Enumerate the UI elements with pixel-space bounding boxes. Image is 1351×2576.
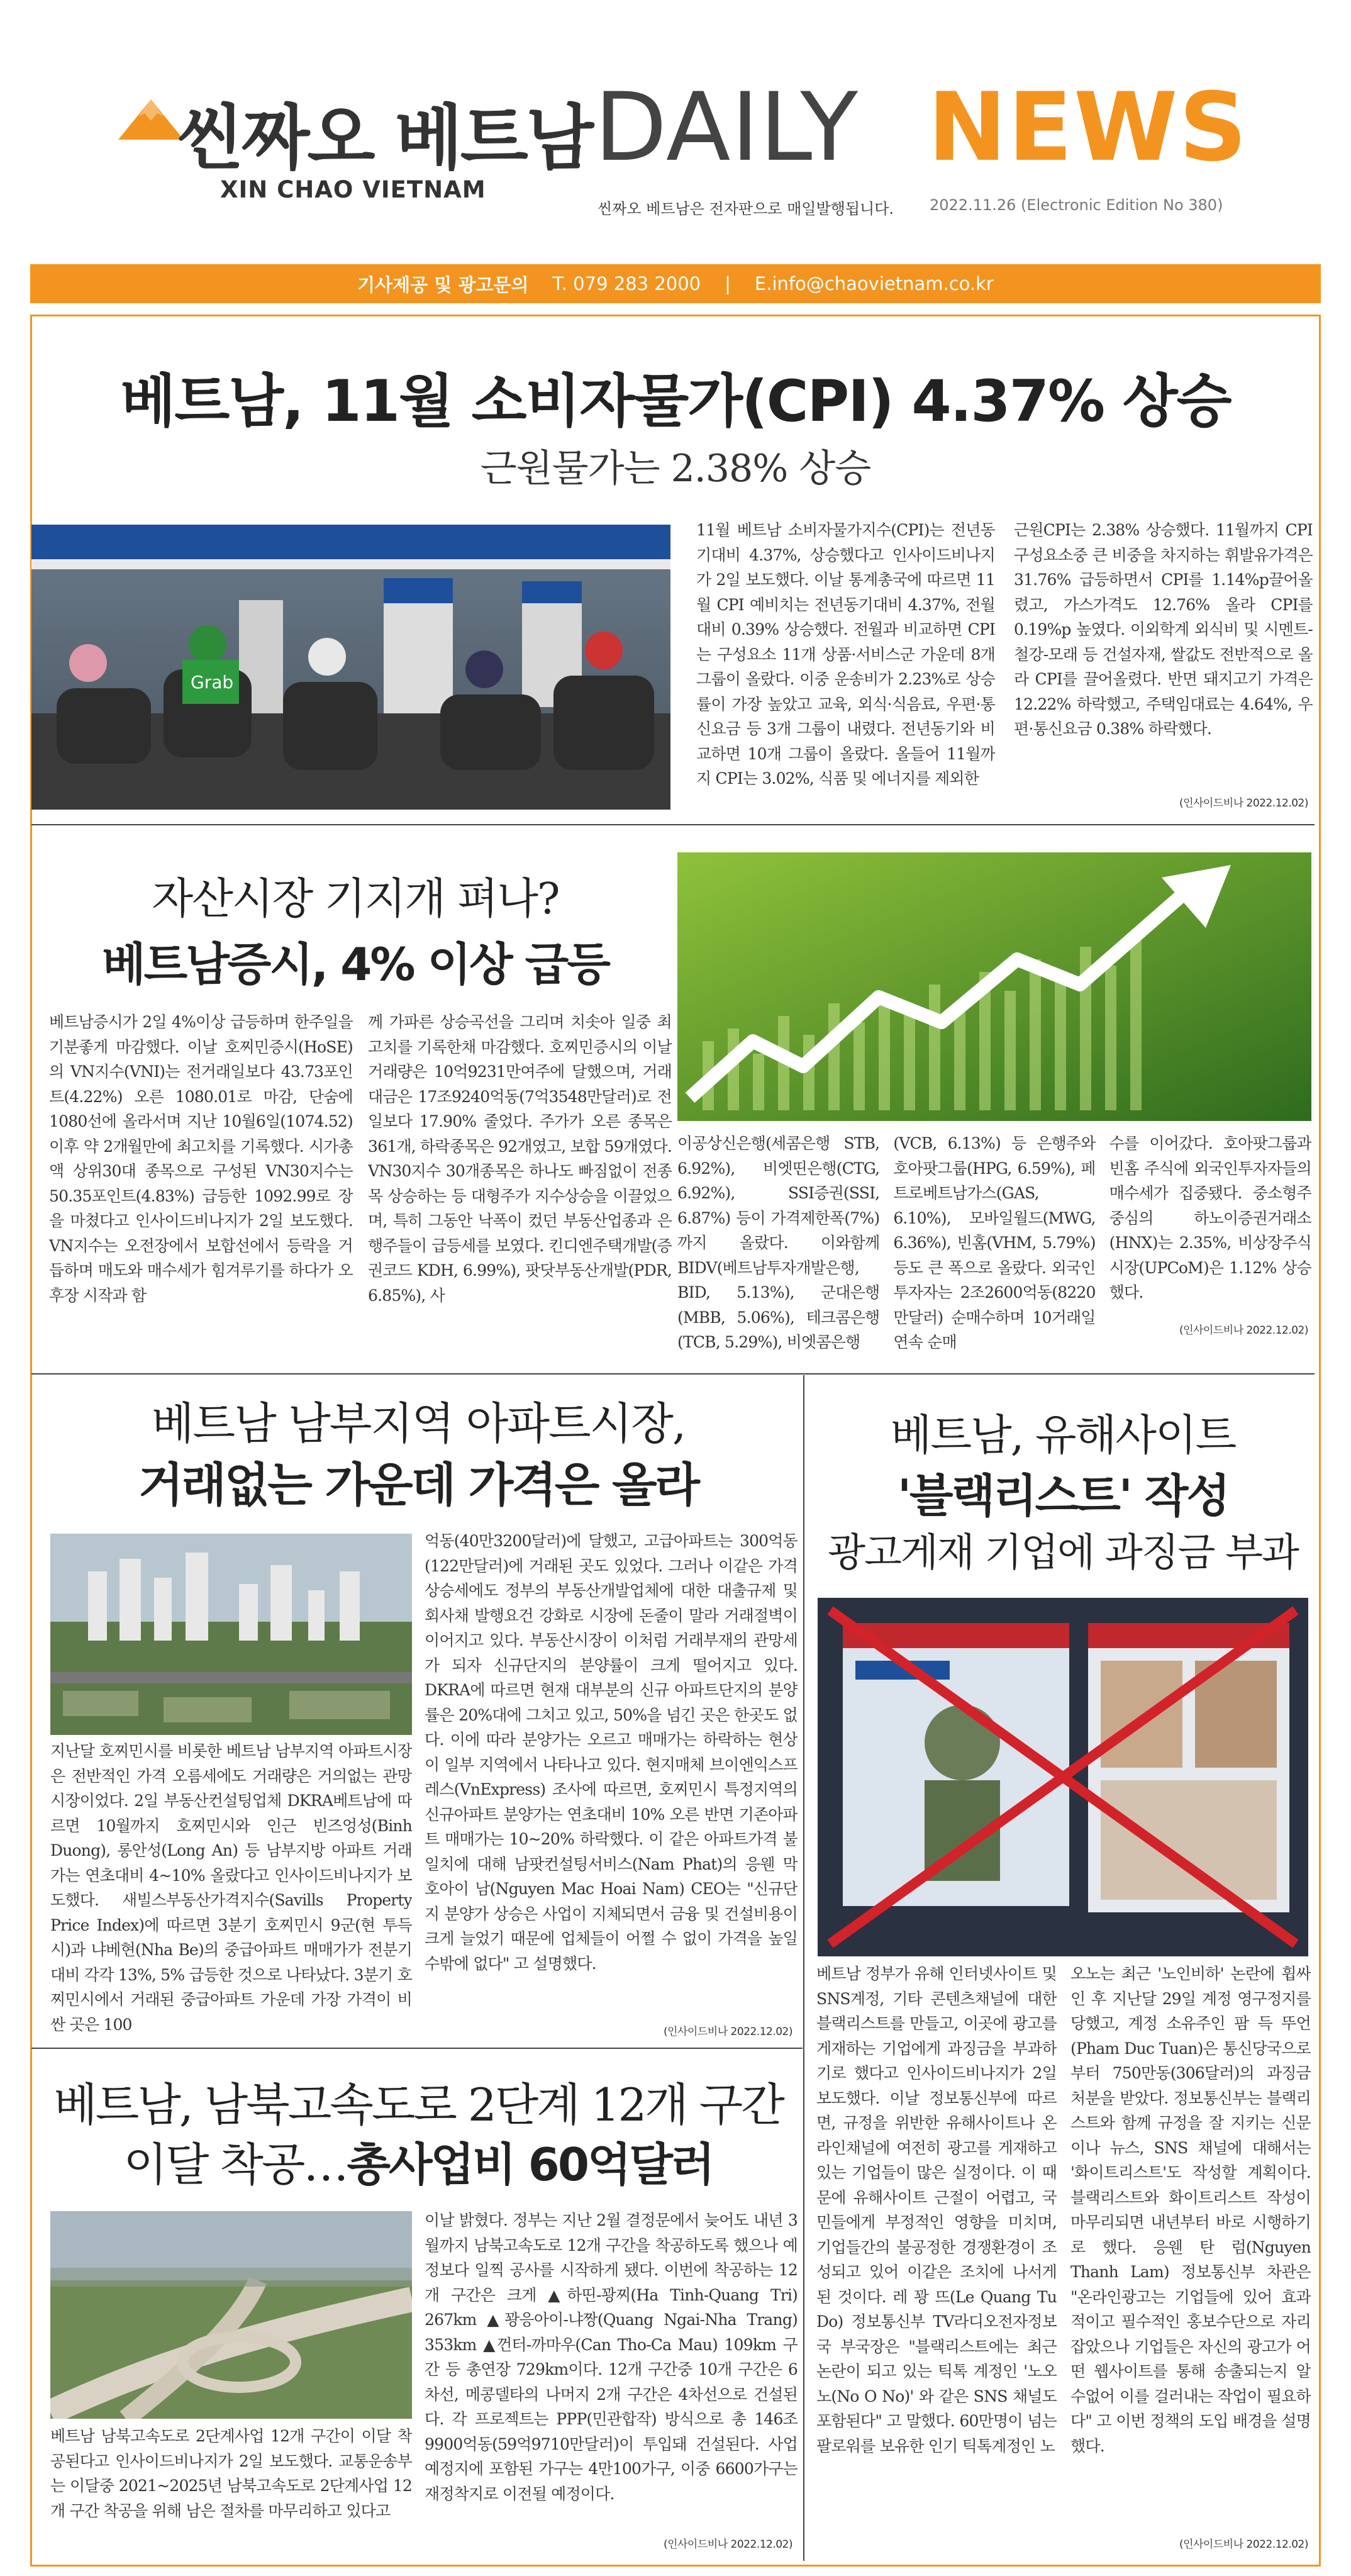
article5-headline-line1: 베트남, 남북고속도로 2단계 12개 구간 bbox=[53, 2078, 783, 2131]
article4-col1: 베트남 정부가 유해 인터넷사이트 및 SNS계정, 기타 콘텐츠채널에 대한 블랙리스트를 만들고, 이곳에 광고를 게재하는 기업에게 과징금을 부과하기로 했다고 인사이드비나지가 2일 보도했다. 이날 정보통신부에 따르면, 규정을 위반한 유해사이트나 온라인채널에 여전히 광고를 게재하고 있는 기업들이 많은 실정이다. 이 때문에 유해사이트 근절이 어렵고, 국민들에게 부정적인 영향을 미치며, 기업들간의 불공정한 경쟁환경이 조성되고 있어 이같은 조치에 나서게 된 것이다. 레 꽝 뜨(Le Quang Tu Do) 정보통신부 TV라디오전자정보국 부국장은 "블랙리스트에는 최근 논란이 되고 있는 틱톡 계정인 '노오노(No O No)' 와 같은 SNS 채널도 포함된다" 고 말했다. 60만명이 넘는 팔로워를 보유한 인기 틱톡계정인 노 bbox=[816, 1965, 1057, 2455]
city-aerial-photo bbox=[50, 1534, 412, 1735]
article5-text-right: 이날 밝혔다. 정부는 지난 2월 결정문에서 늦어도 내년 3월까지 남북고속도로 12개 구간을 착공하도록 했으나 예정보다 일찍 공사를 시작하게 됐다. 이번에 착공하는 12개 구간은 크게 ▲하띤-꽝찌(Ha Tinh-Quang Tri) 267km ▲꽝응아이-냐짱(Quang Ngai-Nha Trang) 353km ▲껀터-까마우(Can Tho-Ca Mau) 109km 구간 등 총연장 729km이다. 12개 구간중 10개 구간은 6차선, 메콩델타의 나머지 2개 구간은 4차선으로 건설된다. 각 프로젝트는 PPP(민관합작) 방식으로 총 146조 9900억동(59억9710만달러)이 투입돼 건설된다. 사업예정지에 포함된 가구는 4만100가구, 이중 6600가구는 재정착지로 이전될 예정이다. bbox=[425, 2211, 798, 2503]
article5-text-bottom: 베트남 남북고속도로 2단계사업 12개 구간이 이달 착공된다고 인사이드비나지가 2일 보도했다. 교통운송부는 이달중 2021~2025년 남북고속도로 2단계사업 12개 구간 착공을 위해 남은 절차를 마무리하고 있다고 bbox=[50, 2427, 412, 2520]
masthead-edition: 2022.11.26 (Electronic Edition No 380) bbox=[930, 196, 1223, 214]
article3-credit: (인사이드비나 2022.12.02) bbox=[663, 2026, 792, 2038]
contact-bar bbox=[30, 264, 1321, 303]
blacklist-screens-photo bbox=[818, 1598, 1308, 1956]
article1-text bbox=[696, 518, 1313, 788]
logo-english: XIN CHAO VIETNAM bbox=[220, 176, 486, 203]
masthead-tagline: 씬짜오 베트남은 전자판으로 매일발행됩니다. bbox=[598, 200, 894, 218]
divider-1 bbox=[31, 824, 1315, 825]
article5-headline-bold: 총사업비 60억달러 bbox=[347, 2138, 713, 2191]
article3-headline: 거래없는 가운데 가격은 올라 bbox=[138, 1458, 699, 1512]
article2-text-left bbox=[49, 1010, 672, 1374]
article2-col2: 께 가파른 상승곡선을 그리며 치솟아 일중 최고치를 기록한채 마감했다. 호찌민증시의 이날 거래량은 10억9231만여주에 달했으며, 거래대금은 17조9240억동(7억3548만달러)로 전일보다 17.90% 줄었다. 주가가 오른 종목은 361개, 하락종목은 92개였고, 보합 59개였다. VN30지수 30개종목은 하나도 빠짐없이 전종목 상승하는 등 대형주가 지수상승을 이끌었으며, 특히 그동안 낙폭이 컸던 부동산업종과 은행주들이 급등세를 보였다. 킨디엔주택개발(증권코드 KDH, 6.99%), 팟닷부동산개발(PDR, 6.85%), 사 bbox=[368, 1013, 672, 1305]
article5-headline-normal: 이달 착공… bbox=[123, 2138, 347, 2191]
contact-separator: | bbox=[725, 273, 731, 294]
article1-subhead: 근원물가는 2.38% 상승 bbox=[480, 447, 871, 491]
logo-korean: 씬짜오 베트남 bbox=[176, 98, 592, 179]
contact-phone: T. 079 283 2000 bbox=[552, 273, 701, 294]
contact-label: 기사제공 및 광고문의 bbox=[357, 274, 529, 296]
gas-station-photo bbox=[31, 525, 670, 810]
stock-chart-arrow-photo bbox=[677, 852, 1311, 1121]
article4-headline: '블랙리스트' 작성 bbox=[897, 1469, 1229, 1522]
logo bbox=[113, 82, 592, 208]
article1-headline: 베트남, 11월 소비자물가(CPI) 4.37% 상승 bbox=[120, 369, 1231, 435]
masthead-news: NEWS bbox=[928, 73, 1248, 182]
divider-2 bbox=[31, 1373, 1315, 1374]
article5-credit: (인사이드비나 2022.12.02) bbox=[663, 2538, 792, 2551]
article2-col5: 수를 이어갔다. 호아팟그룹과 빈홈 주식에 외국인투자자들의 매수세가 집중됐다. 중소형주 중심의 하노이증권거래소(HNX)는 2.35%, 비상장주식시장(UPCoM)은 1.12% 상승했다. bbox=[1109, 1134, 1311, 1302]
article4-col2: 오노는 최근 '노인비하' 논란에 휩싸인 후 지난달 29일 계정 영구정지를 당했고, 계정 소유주인 팜 득 뚜언(Pham Duc Tuan)은 통신당국으로부터 750만동(306달러)의 과징금 처분을 받았다. 정보통신부는 블랙리스트와 함께 규정을 잘 지키는 신문이나 뉴스, SNS 채널에 대해서는 '화이트리스트'도 작성할 계획이다. 블랙리스트와 화이트리스트 작성이 마무리되면 내년부터 바로 시행하기로 했다. 응웬 탄 럼(Nguyen Thanh Lam) 정보통신부 차관은 "온라인광고는 기업들에 있어 효과적이고 필수적인 홍보수단으로 자리잡았으나 기업들은 자신의 광고가 어떤 웹사이트를 통해 송출되는지 알 수없어 이를 걸러내는 작업이 필요하다" 고 이번 정책의 도입 배경을 설명했다. bbox=[1070, 1965, 1311, 2455]
contact-email: E.info@chaovietnam.co.kr bbox=[754, 273, 994, 294]
article2-col1: 베트남증시가 2일 4%이상 급등하며 한주일을 기분좋게 마감했다. 이날 호찌민증시(HoSE)의 VN지수(VNI)는 전거래일보다 43.73포인트(4.22%) 오른 1080.01로 마감, 단숨에 1080선에 올라서며 지난 10월6일(1074.52) 이후 약 2개월만에 최고치를 기록했다. 시가총액 상위30대 종목으로 구성된 VN30지수는 50.35포인트(4.83%) 급등한 1092.99로 장을 마쳤다고 인사이드비나지가 2일 보도했다. VN지수는 오전장에서 보합선에서 등락을 거듭하며 매도와 매수세가 힘겨루기를 하다가 오후장 시작과 함 bbox=[49, 1013, 353, 1305]
article3-text-bottom: 지난달 호찌민시를 비롯한 베트남 남부지역 아파트시장은 전반적인 가격 오름세에도 거래량은 거의없는 관망시장이었다. 2일 부동산컨설팅업체 DKRA베트남에 따르면 10월까지 호찌민시와 인근 빈즈엉성(Binh Duong), 롱안성(Long An) 등 남부지방 아파트 거래가는 연초대비 4~10% 올랐다고 인사이드비나지가 보도했다. 새빌스부동산가격지수(Savills Property Price Index)에 따르면 3분기 호찌민시 9군(현 투득시)과 냐베현(Nha Be)의 중급아파트 매매가가 전분기대비 각각 13%, 5% 급등한 것으로 나타났다. 3분기 호찌민시에서 거래된 중급아파트 가운데 가장 가격이 비싼 곳은 100 bbox=[50, 1742, 412, 2034]
article2-headline: 베트남증시, 4% 이상 급등 bbox=[102, 938, 609, 991]
article3-text-right: 억동(40만3200달러)에 달했고, 고급아파트는 300억동(122만달러)에 거래된 곳도 있었다. 그러나 이같은 가격 상승세에도 정부의 부동산개발업체에 대한 대출규제 및 회사채 발행요건 강화로 시장에 돈줄이 말라 거래절벽이 이어지고 있다. 부동산시장이 이처럼 거래부재의 관망세가 되자 신규단지의 분양률이 크게 떨어지고 있다. DKRA에 따르면 현재 대부분의 신규 아파트단지의 분양률은 20%대에 그치고 있고, 50%을 넘긴 곳은 한곳도 없다. 이에 따라 분양가는 오르고 매매가는 하락하는 현상이 일부 지역에서 나타나고 있다. 현지매체 브이엔익스프레스(VnExpress) 조사에 따르면, 호찌민시 특정지역의 신규아파트 분양가는 연초대비 10% 오른 반면 기존아파트 매매가는 10~20% 하락했다. 이 같은 아파트가격 불일치에 대해 남팟컨설팅서비스(Nam Phat)의 응웬 막 호아이 남(Nguyen Mac Hoai Nam) CEO는 "신규단지 분양가 상승은 사업이 지체되면서 금융 및 건설비용이 크게 늘었기 때문에 업체들이 어쩔 수 없이 가격을 높일 수밖에 없다" 고 설명했다. bbox=[425, 1532, 798, 1973]
highway-aerial-photo bbox=[50, 2211, 412, 2419]
article4-credit: (인사이드비나 2022.12.02) bbox=[1179, 2538, 1308, 2551]
article1-col2: 근원CPI는 2.38% 상승했다. 11월까지 CPI 구성요소중 큰 비중을 차지하는 휘발유가격은 31.76% 급등하면서 CPI를 1.14%p끌어올렸고, 가스가격도 12.76% 올라 CPI를 0.19%p 높였다. 이외학계 외식비 및 시멘트-철강-모래 등 건설자재, 쌀값도 전반적으로 올라 CPI를 끌어올렸다. 반면 돼지고기 가격은 12.22% 하락했고, 주택임대료는 4.64%, 우편·통신요금 0.38% 하락했다. bbox=[1014, 521, 1313, 738]
article2-col3: 이공상신은행(세콤은행 STB, 6.92%), 비엣띤은행(CTG, 6.92%), SSI증권(SSI, 6.87%) 등이 가격제한폭(7%)까지 올랐다. 이와함께 BIDV(베트남투자개발은행, BID, 5.13%), 군대은행(MBB, 5.06%), 테크콤은행(TCB, 5.29%), 비엣콤은행 bbox=[677, 1134, 880, 1351]
svg-text:Grab: Grab bbox=[191, 672, 234, 693]
article5-headline-line2 bbox=[38, 2128, 799, 2194]
article2-credit: (인사이드비나 2022.12.02) bbox=[1179, 1324, 1308, 1337]
article4-subhead: 광고게재 기업에 과징금 부과 bbox=[828, 1529, 1298, 1575]
article2-col4: (VCB, 6.13%) 등 은행주와 호아팟그룹(HPG, 6.59%), 페트로베트남가스(GAS, 6.10%), 모바일월드(MWG, 6.36%), 빈홈(VHM, 5.79%) 등도 큰 폭으로 올랐다. 외국인투자자는 2조2600억동(8220만달러) 순매수하며 10거래일 연속 순매 bbox=[893, 1134, 1096, 1351]
article4-text bbox=[816, 1961, 1311, 2534]
article1-col1: 11월 베트남 소비자물가지수(CPI)는 전년동기대비 4.37%, 상승했다고 인사이드비나지가 2일 보도했다. 이날 통계총국에 따르면 11월 CPI 예비치는 전년동기대비 4.37%, 전월대비 0.39% 상승했다. 전월과 비교하면 CPI는 구성요소 11개 상품·서비스군 가운데 8개 그룹이 올랐다. 이중 운송비가 2.23%로 상승률이 가장 높았고 교육, 외식·식음료, 우편·통신요금 등 3개 그룹이 내렸다. 전년동기와 비교하면 10개 그룹이 올랐다. 올들어 11월까지 CPI는 3.02%, 식품 및 에너지를 제외한 bbox=[696, 521, 995, 788]
article1-credit: (인사이드비나 2022.12.02) bbox=[1179, 797, 1308, 810]
divider-3 bbox=[31, 2048, 803, 2049]
divider-vertical bbox=[803, 1375, 804, 2561]
article2-kicker: 자산시장 기지개 펴나? bbox=[152, 874, 559, 924]
article3-kicker: 베트남 남부지역 아파트시장, bbox=[151, 1398, 686, 1449]
article4-kicker: 베트남, 유해사이트 bbox=[890, 1411, 1236, 1461]
masthead-daily: DAILY bbox=[594, 73, 859, 182]
article2-text-right bbox=[677, 1131, 1311, 1374]
